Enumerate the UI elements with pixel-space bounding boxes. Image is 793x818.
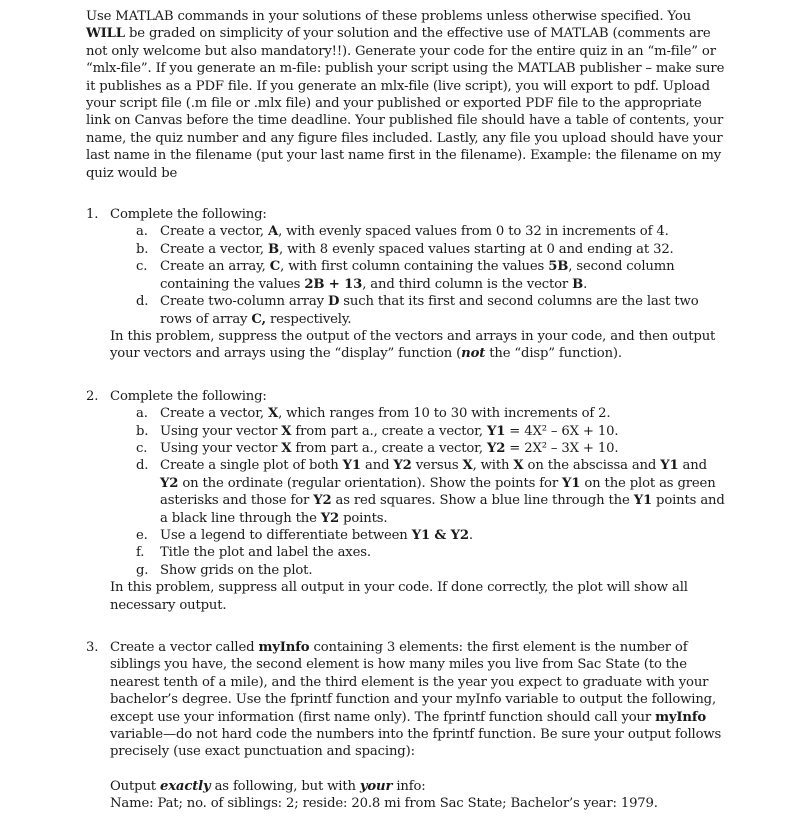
- part-letter: g.: [136, 562, 149, 578]
- text: on the plot as green asterisks and those for: [160, 475, 716, 509]
- part-letter: a.: [136, 224, 148, 240]
- part-letter: a.: [136, 406, 148, 422]
- text: .: [468, 527, 473, 543]
- problem-1-part-b: [136, 241, 726, 258]
- text: , with 8 evenly spaced values starting at 0 and ending at 32.: [278, 241, 674, 257]
- text: containing 3 elements: the first element is the number of siblings you have, the second element is how many miles you live from Sac State (to the nearest tenth of a mile), and the third element is the year you expect to graduate with your bachelor’s degree. Use the fprintf function and your myInfo variable to output the following, except use your information (first name only). The fprintf function should call your: [110, 640, 717, 725]
- part-letter: c.: [136, 440, 148, 456]
- sample-output: Name: Pat; no. of siblings: 2; reside: 20.8 mi from Sac State; Bachelor’s year: 1979.: [110, 796, 658, 812]
- part-letter: d.: [136, 294, 149, 310]
- problem-2-part-c: [136, 440, 726, 457]
- text: Create an array,: [160, 259, 270, 275]
- text: = 2X² – 3X + 10.: [505, 440, 619, 456]
- problem-1-part-d: [136, 293, 726, 328]
- bold-term: A: [267, 224, 279, 240]
- text: respectively.: [265, 311, 352, 327]
- text: , and third column is the vector: [362, 276, 573, 292]
- problem-lead: Complete the following:: [110, 207, 267, 223]
- problem-1: [86, 206, 726, 363]
- bold-italic-term: your: [359, 778, 393, 794]
- problem-1-note: [110, 328, 726, 363]
- text: , with: [472, 458, 514, 474]
- bold-term: X: [267, 406, 279, 422]
- text: In this problem, suppress the output of the vectors and arrays in your code, and then output your vectors and arrays using the “display” function (: [110, 328, 716, 362]
- text: Title the plot and label the axes.: [160, 545, 371, 561]
- text: , with first column containing the values: [280, 259, 549, 275]
- text: Create a vector,: [160, 224, 268, 240]
- problem-2: [86, 388, 726, 614]
- text: on the abscissa and: [523, 458, 661, 474]
- text: , second column containing the values: [160, 259, 675, 292]
- quiz-document: [86, 8, 726, 813]
- bold-term: Y2: [393, 458, 412, 474]
- output-instruction: [110, 778, 726, 795]
- bold-term: 2B + 13: [304, 276, 363, 292]
- bold-term: 5B: [548, 259, 569, 275]
- problem-number: 3.: [86, 640, 99, 655]
- text: as red squares. Show a blue line through the: [331, 493, 634, 509]
- bold-term: Y2: [313, 493, 332, 509]
- bold-term: Y1: [633, 493, 652, 509]
- problem-lead: Complete the following:: [110, 388, 267, 404]
- text: and: [360, 458, 394, 474]
- problem-2-part-a: [136, 405, 726, 422]
- problem-number: 2.: [86, 388, 99, 404]
- text: the “disp” function).: [485, 346, 622, 362]
- text: Create a vector,: [160, 406, 268, 422]
- bold-term: X: [281, 440, 292, 456]
- bold-term: Y2: [486, 440, 506, 456]
- bold-term: Y1: [562, 475, 581, 491]
- spacer: [110, 761, 726, 778]
- bold-term: Y2: [320, 510, 340, 526]
- will-emphasis: WILL: [86, 26, 125, 42]
- part-letter: e.: [136, 527, 148, 543]
- text: .: [583, 276, 588, 292]
- text: Using your vector: [160, 423, 282, 439]
- bold-term: C,: [251, 311, 266, 327]
- instructions-paragraph: [86, 8, 726, 182]
- bold-term: myInfo: [258, 640, 310, 655]
- text: from part a., create a vector,: [291, 440, 487, 456]
- text: , with evenly spaced values from 0 to 32 in increments of 4.: [278, 224, 669, 240]
- text: info:: [392, 778, 426, 794]
- text: Create a vector,: [160, 241, 268, 257]
- bold-term: Y1: [660, 458, 679, 474]
- text: Create two-column array: [160, 294, 328, 310]
- intro-text-2: be graded on simplicity of your solution and the effective use of MATLAB (comments are not only welcome but also mandatory!!). Generate your code for the entire quiz in an “m-file” or “mlx-file”. If you generate an m-file: publish your script using the MATLAB publisher – make sure it publishes as a PDF file. If you generate an mlx-file (live script), you will export to pdf. Upload your script file (.m file or .mlx file) and your published or exported PDF file to the appropriate link on Canvas before the time deadline. Your published file should have a table of contents, your name, the quiz number and any figure files included. Lastly, any file you upload should have your last name in the filename (put your last name first in the filename). Example: the filename on my quiz would be: [86, 26, 725, 181]
- problem-2-part-g: [136, 562, 726, 579]
- bold-term: X: [281, 423, 292, 439]
- text: on the ordinate (regular orientation). Show the points for: [178, 475, 563, 491]
- bold-term: X: [513, 458, 524, 474]
- text: Show grids on the plot.: [160, 562, 313, 578]
- text: from part a., create a vector,: [291, 423, 487, 439]
- text: Use a legend to differentiate between: [160, 527, 412, 543]
- part-letter: f.: [136, 545, 145, 561]
- problem-number: 1.: [86, 207, 99, 223]
- bold-term: Y1: [342, 458, 361, 474]
- text: points.: [339, 510, 388, 526]
- problem-1-part-c: [136, 258, 726, 293]
- text: = 4X² – 6X + 10.: [505, 423, 619, 439]
- bold-italic-term: exactly: [159, 778, 211, 794]
- bold-term: Y1 & Y2: [411, 527, 469, 543]
- bold-term: Y2: [160, 475, 179, 491]
- text: points and a black line through the: [160, 493, 725, 526]
- text: versus: [411, 458, 463, 474]
- text: Using your vector: [160, 440, 282, 456]
- text: such that its first and second columns are the last two rows of array: [160, 294, 699, 327]
- bold-italic-term: not: [461, 346, 486, 362]
- bold-term: Y1: [486, 423, 506, 439]
- problem-1-part-a: [136, 223, 726, 240]
- text: Create a vector called: [110, 640, 259, 655]
- bold-term: X: [462, 458, 473, 474]
- text: , which ranges from 10 to 30 with increments of 2.: [278, 406, 611, 422]
- part-letter: b.: [136, 423, 149, 439]
- text: Create a single plot of both: [160, 458, 343, 474]
- part-letter: d.: [136, 458, 149, 474]
- bold-term: myInfo: [655, 709, 707, 725]
- bold-term: B: [572, 276, 584, 292]
- intro-text-1: Use MATLAB commands in your solutions of these problems unless otherwise specified. You: [86, 9, 691, 24]
- problem-2-part-f: [136, 544, 726, 561]
- problem-3-text: [110, 639, 726, 761]
- problem-2-part-b: [136, 423, 726, 440]
- text: and: [678, 458, 707, 474]
- part-letter: c.: [136, 259, 148, 275]
- problem-2-part-e: [136, 527, 726, 544]
- part-letter: b.: [136, 241, 149, 257]
- text: Output: [110, 778, 160, 794]
- problem-3: [86, 639, 726, 813]
- bold-term: C: [269, 259, 281, 275]
- problem-2-note: In this problem, suppress all output in your code. If done correctly, the plot will show all necessary output.: [110, 580, 688, 613]
- text: as following, but with: [210, 778, 360, 794]
- bold-term: B: [267, 241, 279, 257]
- bold-term: D: [327, 294, 340, 310]
- text: variable—do not hard code the numbers into the fprintf function. Be sure your output follows precisely (use exact punctuation and spacing):: [110, 727, 722, 760]
- problem-2-part-d: [136, 457, 726, 527]
